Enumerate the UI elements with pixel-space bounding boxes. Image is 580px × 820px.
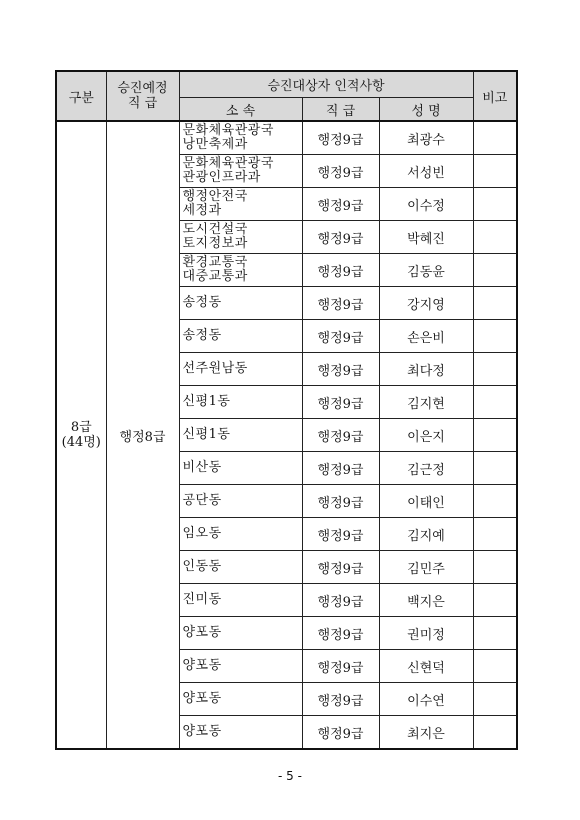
remarks-cell [473,518,517,551]
dept-cell [179,584,302,617]
remarks-cell [473,320,517,353]
remarks-cell [473,485,517,518]
remarks-cell [473,551,517,584]
name-cell: 이수정 [379,188,473,221]
dept-line1: 문화체육관광국 [182,123,274,138]
grade-cell: 행정9급 [302,353,379,386]
header-remarks: 비고 [473,71,517,121]
grade-cell: 행정9급 [302,221,379,254]
dept-cell [179,155,302,188]
dept-line1: 행정안전국 [182,189,248,204]
remarks-cell [473,617,517,650]
dept-cell [179,419,302,452]
dept-cell [179,221,302,254]
dept-cell [179,485,302,518]
name-cell: 최광수 [379,121,473,155]
dept-line2: 세정과 [182,203,222,218]
remarks-cell [473,155,517,188]
dept-line1: 양포동 [182,691,222,706]
header-grade: 직 급 [302,98,379,122]
grade-cell: 행정9급 [302,683,379,716]
name-cell: 김근정 [379,452,473,485]
dept-cell [179,518,302,551]
dept-line1: 비산동 [182,460,222,475]
planned-grade-cell: 행정8급 [106,121,179,749]
dept-cell [179,386,302,419]
grade-cell: 행정9급 [302,650,379,683]
remarks-cell [473,419,517,452]
dept-cell [179,320,302,353]
dept-cell [179,683,302,716]
dept-cell [179,188,302,221]
dept-line1: 양포동 [182,658,222,673]
header-planned-grade [106,71,179,121]
dept-line1: 공단동 [182,493,222,508]
grade-cell: 행정9급 [302,121,379,155]
header-category: 구분 [56,71,106,121]
remarks-cell [473,287,517,320]
header-candidates-title: 승진대상자 인적사항 [179,71,473,98]
remarks-cell [473,121,517,155]
dept-cell [179,650,302,683]
name-cell: 김동윤 [379,254,473,287]
category-line2: (44명) [61,435,101,450]
name-cell: 박혜진 [379,221,473,254]
dept-cell [179,716,302,750]
dept-cell [179,287,302,320]
grade-cell: 행정9급 [302,452,379,485]
dept-line1: 송정동 [182,295,222,310]
name-cell: 신현덕 [379,650,473,683]
name-cell: 김지현 [379,386,473,419]
dept-cell [179,353,302,386]
grade-cell: 행정9급 [302,419,379,452]
dept-cell [179,254,302,287]
table-row [56,121,517,155]
remarks-cell [473,254,517,287]
dept-cell [179,617,302,650]
grade-cell: 행정9급 [302,254,379,287]
remarks-cell [473,188,517,221]
name-cell: 권미정 [379,617,473,650]
name-cell: 김지예 [379,518,473,551]
dept-line1: 송정동 [182,328,222,343]
header-dept: 소 속 [179,98,302,122]
grade-cell: 행정9급 [302,320,379,353]
grade-cell: 행정9급 [302,485,379,518]
page-number: - 5 - [278,769,302,783]
dept-line1: 신평1동 [182,427,231,442]
remarks-cell [473,584,517,617]
dept-cell [179,551,302,584]
dept-line2: 토지정보과 [182,236,248,251]
remarks-cell [473,650,517,683]
remarks-cell [473,452,517,485]
grade-cell: 행정9급 [302,584,379,617]
name-cell: 서성빈 [379,155,473,188]
grade-cell: 행정9급 [302,386,379,419]
dept-line2: 낭만축제과 [182,137,248,152]
dept-cell [179,121,302,155]
remarks-cell [473,353,517,386]
dept-line1: 임오동 [182,526,222,541]
dept-line1: 인동동 [182,559,222,574]
name-cell: 이은지 [379,419,473,452]
category-cell [56,121,106,749]
dept-line1: 환경교통국 [182,255,248,270]
header-planned-grade-bottom: 직 급 [127,96,158,111]
table-body [56,121,517,749]
remarks-cell [473,683,517,716]
name-cell: 손은비 [379,320,473,353]
header-planned-grade-top: 승진예정 [117,81,168,96]
dept-line1: 선주원남동 [182,361,248,376]
dept-line2: 대중교통과 [182,269,248,284]
grade-cell: 행정9급 [302,188,379,221]
grade-cell: 행정9급 [302,617,379,650]
category-line1: 8급 [70,420,92,435]
name-cell: 김민주 [379,551,473,584]
dept-line1: 양포동 [182,625,222,640]
name-cell: 이태인 [379,485,473,518]
header-name: 성 명 [379,98,473,122]
dept-line1: 진미동 [182,592,222,607]
grade-cell: 행정9급 [302,287,379,320]
dept-cell [179,452,302,485]
dept-line1: 도시건설국 [182,222,248,237]
dept-line2: 관광인프라과 [182,170,261,185]
name-cell: 이수연 [379,683,473,716]
remarks-cell [473,386,517,419]
grade-cell: 행정9급 [302,518,379,551]
name-cell: 최지은 [379,716,473,750]
name-cell: 최다정 [379,353,473,386]
name-cell: 백지은 [379,584,473,617]
dept-line1: 문화체육관광국 [182,156,274,171]
dept-line1: 양포동 [182,724,222,739]
dept-line1: 신평1동 [182,394,231,409]
grade-cell: 행정9급 [302,716,379,750]
name-cell: 강지영 [379,287,473,320]
remarks-cell [473,221,517,254]
remarks-cell [473,716,517,750]
promotion-candidates-table [55,70,518,750]
grade-cell: 행정9급 [302,155,379,188]
grade-cell: 행정9급 [302,551,379,584]
